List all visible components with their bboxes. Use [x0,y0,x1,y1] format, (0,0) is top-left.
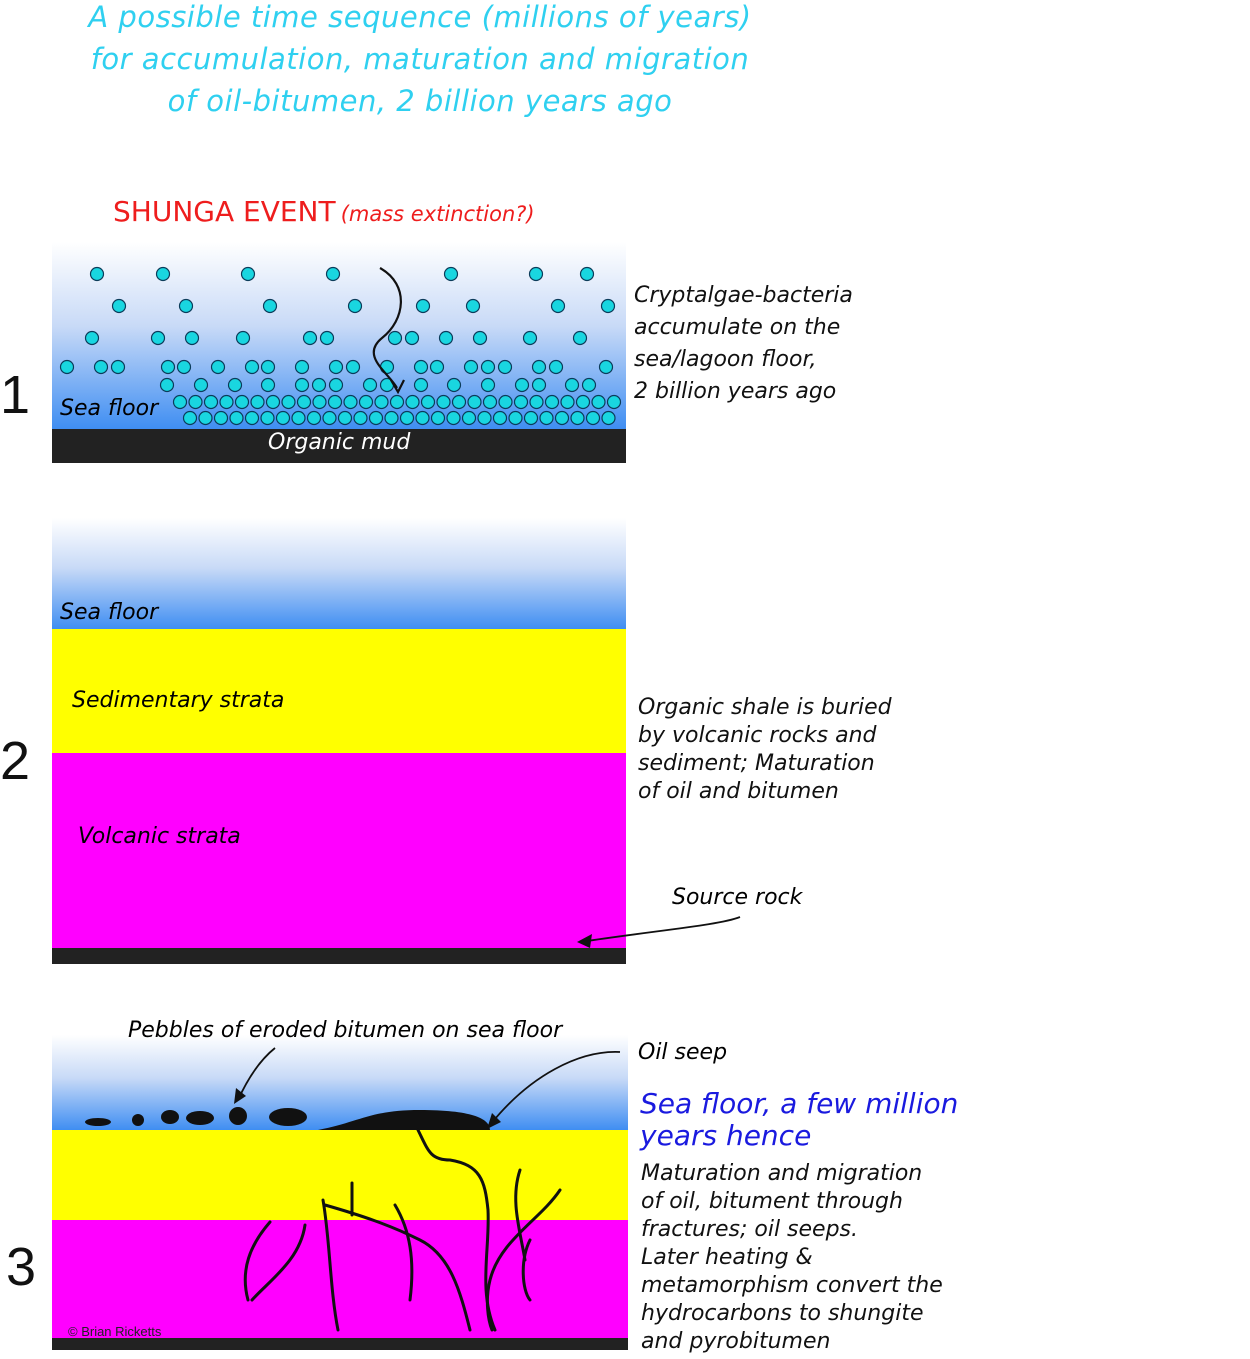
panel2-note-line: Organic shale is buried [638,695,892,720]
panel3-note [641,1160,943,1356]
panel3-heading-line: Sea floor, a few million [640,1087,959,1120]
bitumen-pebble [269,1108,307,1126]
panel2-note-line: of oil and bitumen [638,779,839,804]
event-name: SHUNGA EVENT [113,195,336,228]
oil-seep-label: Oil seep [638,1040,728,1065]
fracture-line [418,1130,495,1330]
seep-arrow [490,1052,620,1125]
title-line-2: for accumulation, maturation and migration [90,42,750,76]
bitumen-pebble [85,1118,111,1126]
fracture-line [395,1205,412,1300]
panel1-note-line: Cryptalgae-bacteria [634,283,853,308]
panel1-note-line: 2 billion years ago [634,379,837,404]
panel3-note-line: hydrocarbons to shungite [641,1301,924,1326]
panel2-volcanic-label: Volcanic strata [78,824,241,849]
copyright-credit: © Brian Ricketts [68,1324,162,1339]
title-line-1: A possible time sequence (millions of years) [88,0,752,34]
pebbles-arrow [238,1048,275,1100]
title-line-3: of oil-bitumen, 2 billion years ago [167,84,673,118]
panel3-note-line: and pyrobitumen [641,1329,831,1354]
panel3-heading [640,1088,958,1152]
panel-number-2: 2 [0,731,31,791]
panel2-note-line: by volcanic rocks and [638,723,877,748]
panel1-note-line: sea/lagoon floor, [634,347,817,372]
panel2-sea-floor-label: Sea floor [60,600,159,625]
panel3-note-line: Maturation and migration [641,1161,923,1186]
fracture-line [323,1200,338,1330]
fracture-network [245,1130,560,1330]
panel3-note-line: of oil, bitument through [641,1189,903,1214]
fracture-line [245,1222,270,1300]
oil-seep-mound [318,1110,490,1130]
panel-number-3: 3 [6,1237,37,1297]
panel1-sea-floor-label: Sea floor [60,396,159,421]
panel2-note-line: sediment; Maturation [638,751,875,776]
event-note: (mass extinction?) [340,202,535,226]
panel1-note-line: accumulate on the [634,315,841,340]
panel3-note-line: fractures; oil seeps. [641,1217,859,1242]
panel-number-1: 1 [0,365,31,425]
panel3-note-line: metamorphism convert the [641,1273,943,1298]
panel1-mud-label: Organic mud [268,430,411,455]
fracture-line [325,1205,470,1330]
bitumen-pebble [161,1110,179,1124]
bitumen-pebble [132,1114,144,1126]
pebbles-arrowhead [234,1088,246,1104]
panel3-note-line: Later heating & [641,1245,813,1270]
panel2-sedimentary-label: Sedimentary strata [72,688,285,713]
panel2-source-rock-label: Source rock [672,885,803,910]
fracture-line [516,1170,525,1260]
bitumen-pebble [186,1111,214,1125]
pebbles-label: Pebbles of eroded bitumen on sea floor [128,1018,563,1043]
bitumen-pebble [229,1107,247,1125]
panel3-heading-line: years hence [640,1119,812,1152]
